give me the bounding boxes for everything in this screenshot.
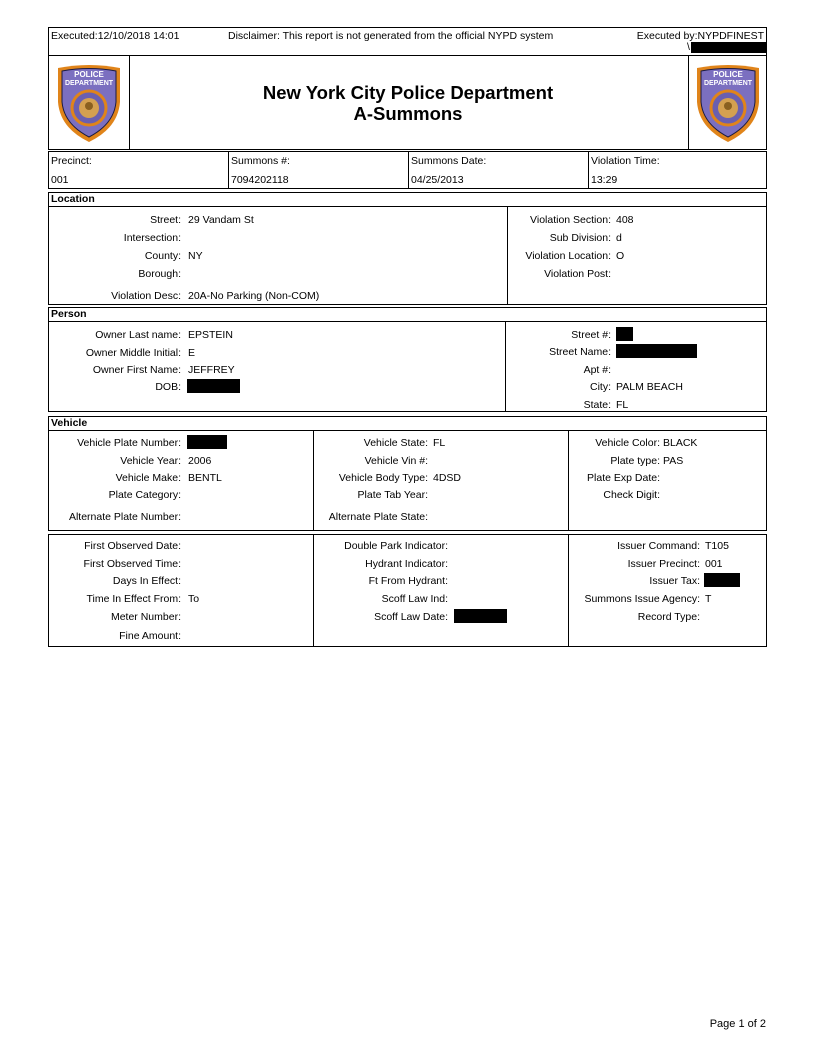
state-value: FL <box>616 399 629 411</box>
dob-redaction <box>187 379 240 393</box>
violation-desc-label: Violation Desc: <box>111 290 181 302</box>
owner-middle-initial-label: Owner Middle Initial: <box>85 347 181 359</box>
street-number-redaction <box>616 327 633 341</box>
vehicle-header: Vehicle <box>49 417 766 431</box>
violation-section-value: 408 <box>616 214 634 226</box>
scoff-law-date-label: Scoff Law Date: <box>374 611 448 623</box>
dob-label: DOB: <box>155 381 181 393</box>
violation-location-value: O <box>616 250 625 262</box>
vehicle-vin-label: Vehicle Vin #: <box>364 455 428 467</box>
county-value: NY <box>188 250 203 262</box>
person-section <box>48 307 767 412</box>
vehicle-year-value: 2006 <box>188 455 212 467</box>
svg-text:POLICE: POLICE <box>74 70 104 79</box>
vehicle-make-label: Vehicle Make: <box>115 472 181 484</box>
report-meta-bar <box>48 27 767 56</box>
violation-time-label: Violation Time: <box>591 155 660 167</box>
ft-from-hydrant-label: Ft From Hydrant: <box>368 575 448 587</box>
summons-date-label: Summons Date: <box>411 155 487 167</box>
issuer-precinct-value: 001 <box>705 558 723 570</box>
location-header: Location <box>49 193 766 207</box>
vehicle-state-value: FL <box>433 437 446 449</box>
street-value: 29 Vandam St <box>188 214 254 226</box>
scoff-law-date-redaction <box>454 609 507 623</box>
summary-row <box>48 151 767 189</box>
issuer-command-label: Issuer Command: <box>617 540 700 552</box>
details-section <box>48 534 767 647</box>
svg-text:DEPARTMENT: DEPARTMENT <box>703 80 753 87</box>
city-value: PALM BEACH <box>616 381 683 393</box>
summons-issue-agency-value: T <box>705 593 712 605</box>
summons-number-value: 7094202118 <box>231 174 289 186</box>
police-badge-left-icon <box>54 62 124 144</box>
street-name-label: Street Name: <box>549 346 611 358</box>
first-observed-date-label: First Observed Date: <box>84 540 181 552</box>
vehicle-make-value: BENTL <box>188 472 222 484</box>
vehicle-color-label: Vehicle Color: <box>595 437 660 449</box>
svg-text:POLICE: POLICE <box>713 70 743 79</box>
plate-tab-year-label: Plate Tab Year: <box>357 489 428 501</box>
svg-text:DEPARTMENT: DEPARTMENT <box>64 80 114 87</box>
alternate-plate-number-label: Alternate Plate Number: <box>68 511 181 523</box>
plate-number-redaction <box>187 435 227 449</box>
vehicle-color-value: BLACK <box>663 437 698 449</box>
plate-category-label: Plate Category: <box>108 489 181 501</box>
owner-first-name-value: JEFFREY <box>188 364 235 376</box>
location-section <box>48 192 767 305</box>
executed-by-trail: \ <box>687 41 690 53</box>
owner-middle-initial-value: E <box>188 347 196 359</box>
record-type-label: Record Type: <box>637 611 700 623</box>
apt-number-label: Apt #: <box>583 364 611 376</box>
vehicle-body-type-label: Vehicle Body Type: <box>338 472 428 484</box>
plate-type-value: PAS <box>663 455 684 467</box>
hydrant-indicator-label: Hydrant Indicator: <box>365 558 448 570</box>
violation-desc-value: 20A-No Parking (Non-COM) <box>188 290 320 302</box>
scoff-law-ind-label: Scoff Law Ind: <box>381 593 448 605</box>
vehicle-year-label: Vehicle Year: <box>120 455 181 467</box>
owner-last-name-label: Owner Last name: <box>95 329 181 341</box>
summons-issue-agency-label: Summons Issue Agency: <box>584 593 700 605</box>
page-subtitle: A-Summons <box>353 103 463 124</box>
check-digit-label: Check Digit: <box>603 489 660 501</box>
vehicle-state-label: Vehicle State: <box>363 437 428 449</box>
issuer-precinct-label: Issuer Precinct: <box>627 558 700 570</box>
city-label: City: <box>590 381 611 393</box>
issuer-command-value: T105 <box>705 540 729 552</box>
page-title: New York City Police Department <box>262 82 554 103</box>
vehicle-section <box>48 416 767 531</box>
sub-division-label: Sub Division: <box>549 232 611 244</box>
issuer-tax-redaction <box>704 573 740 587</box>
precinct-value: 001 <box>51 174 69 186</box>
violation-post-label: Violation Post: <box>544 268 611 280</box>
street-number-label: Street #: <box>571 329 611 341</box>
violation-section-label: Violation Section: <box>530 214 611 226</box>
county-label: County: <box>144 250 181 262</box>
street-name-redaction <box>616 344 697 358</box>
alternate-plate-state-label: Alternate Plate State: <box>328 511 428 523</box>
double-park-indicator-label: Double Park Indicator: <box>344 540 448 552</box>
first-observed-time-label: First Observed Time: <box>83 558 181 570</box>
owner-first-name-label: Owner First Name: <box>92 364 181 376</box>
plate-exp-date-label: Plate Exp Date: <box>587 472 660 484</box>
precinct-label: Precinct: <box>51 155 92 167</box>
disclaimer-text: Disclaimer: This report is not generated from the official NYPD system <box>228 30 554 42</box>
time-in-effect-from-label: Time In Effect From: <box>86 593 181 605</box>
borough-label: Borough: <box>138 268 181 280</box>
sub-division-value: d <box>616 232 622 244</box>
street-label: Street: <box>150 214 181 226</box>
summons-number-label: Summons #: <box>231 155 290 167</box>
executed-timestamp: Executed:12/10/2018 14:01 <box>51 30 180 42</box>
executed-by: Executed by:NYPDFINEST <box>636 30 764 42</box>
redaction-block <box>691 42 766 53</box>
fine-amount-label: Fine Amount: <box>119 630 181 642</box>
days-in-effect-label: Days In Effect: <box>112 575 181 587</box>
violation-location-label: Violation Location: <box>525 250 611 262</box>
person-header: Person <box>49 308 766 322</box>
owner-last-name-value: EPSTEIN <box>188 329 233 341</box>
violation-time-value: 13:29 <box>591 174 618 186</box>
vehicle-plate-number-label: Vehicle Plate Number: <box>77 437 181 449</box>
summons-date-value: 04/25/2013 <box>411 174 464 186</box>
vehicle-body-type-value: 4DSD <box>433 472 462 484</box>
police-badge-right-icon <box>693 62 763 144</box>
plate-type-label: Plate type: <box>610 455 660 467</box>
page-number: Page 1 of 2 <box>709 1018 766 1030</box>
time-in-effect-to-label: To <box>188 593 200 605</box>
intersection-label: Intersection: <box>123 232 181 244</box>
state-label: State: <box>583 399 611 411</box>
meter-number-label: Meter Number: <box>110 611 181 623</box>
issuer-tax-label: Issuer Tax: <box>649 575 700 587</box>
